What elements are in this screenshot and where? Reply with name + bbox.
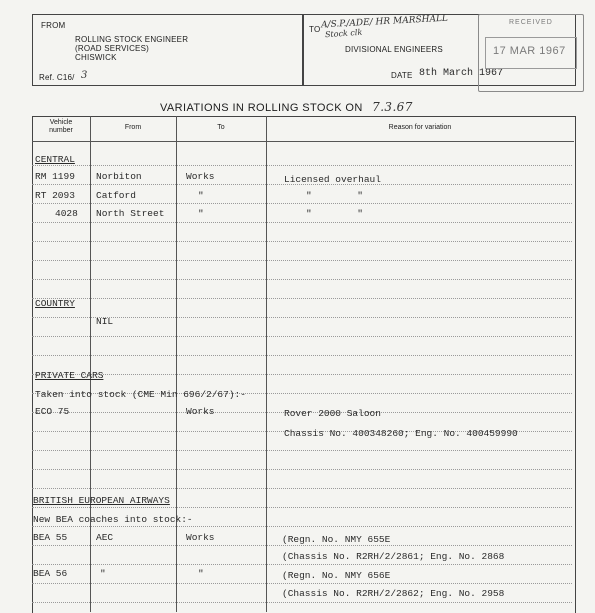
col-header-vehicle: Vehicle number [49, 119, 73, 134]
ruled-line [32, 165, 572, 166]
col-divider-1 [90, 116, 91, 612]
from-address [75, 35, 188, 62]
from-line-1: ROLLING STOCK ENGINEER [75, 35, 189, 44]
to-handwritten: A/S.P./ADE/ HR MARSHALL [320, 13, 449, 31]
date-label: DATE [391, 71, 413, 80]
ruled-line [32, 583, 572, 584]
ruled-line [32, 545, 572, 546]
ruled-line [32, 298, 572, 299]
row-4-reason: Rover 2000 Saloon [284, 408, 381, 419]
to-value: DIVISIONAL ENGINEERS [345, 45, 443, 54]
col-header-to: To [217, 124, 225, 131]
col-header-reason: Reason for variation [388, 124, 452, 131]
section-private-cars: PRIVATE CARS [35, 370, 104, 381]
row-7-reason: (Chassis No. R2RH/2/2861; Eng. No. 2868 [282, 551, 505, 562]
title-text: VARIATIONS IN ROLLING STOCK ON [160, 102, 363, 114]
ruled-line [32, 507, 572, 508]
ruled-line [32, 241, 572, 242]
ruled-line [32, 374, 572, 375]
ruled-line [32, 450, 572, 451]
ref-value: 3 [81, 70, 88, 81]
ruled-line [32, 469, 572, 470]
to-label: TO [309, 25, 321, 34]
row-4-to: Works [186, 406, 215, 417]
from-label: FROM [41, 21, 66, 30]
from-line-3: CHISWICK [75, 53, 117, 62]
ruled-line [32, 260, 572, 261]
section-central: CENTRAL [35, 154, 75, 165]
page-title [160, 100, 413, 114]
col-divider-3 [266, 116, 267, 612]
to-handwritten-2: Stock clk [324, 27, 363, 40]
header-rule [32, 141, 574, 142]
row-3-reason: " " [306, 208, 364, 219]
received-stamp [478, 14, 584, 92]
ruled-line [32, 222, 572, 223]
stamp-line-1: RECEIVED [509, 19, 553, 26]
row-1-vehicle: RM 1199 [35, 171, 75, 182]
row-8-from: " [100, 568, 106, 579]
col-divider-2 [176, 116, 177, 612]
bea-note: New BEA coaches into stock:- [33, 514, 193, 525]
stamp-line-2: 17 MAR 1967 [493, 45, 566, 57]
row-8-vehicle: BEA 56 [33, 568, 68, 579]
section-bea: BRITISH EUROPEAN AIRWAYS [33, 495, 170, 506]
from-box [32, 14, 304, 86]
col-header-from: From [124, 124, 142, 131]
ruled-line [32, 488, 572, 489]
row-1-from: Norbiton [96, 171, 142, 182]
from-line-2: (ROAD SERVICES) [75, 44, 149, 53]
row-6-vehicle: BEA 55 [33, 532, 68, 543]
row-3-from: North Street [96, 208, 165, 219]
date-value: 8th March 1967 [419, 68, 504, 79]
row-6-reason: (Regn. No. NMY 655E [282, 534, 391, 545]
ruled-line [32, 526, 572, 527]
ref-label: Ref. C16/ [39, 73, 75, 82]
ruled-line [32, 336, 572, 337]
ruled-line [32, 602, 572, 603]
row-2-reason: " " [306, 190, 364, 201]
row-6-from: AEC [96, 532, 114, 543]
ruled-line [32, 203, 572, 204]
row-3-to: " [198, 208, 204, 219]
row-2-vehicle: RT 2093 [35, 190, 75, 201]
row-1-reason: Licensed overhaul [284, 174, 381, 185]
title-date: 7.3.67 [372, 100, 413, 114]
ruled-line [32, 355, 572, 356]
row-5-reason: Chassis No. 400348260; Eng. No. 400459990 [284, 428, 518, 439]
row-3-vehicle: 4028 [55, 208, 78, 219]
ruled-line [32, 279, 572, 280]
row-8-to: " [198, 568, 204, 579]
row-4-vehicle: ECO 75 [35, 406, 70, 417]
row-9-reason: (Chassis No. R2RH/2/2862; Eng. No. 2958 [282, 588, 505, 599]
row-2-from: Catford [96, 190, 136, 201]
row-1-to: Works [186, 171, 215, 182]
ruled-line [32, 564, 572, 565]
row-8-reason: (Regn. No. NMY 656E [282, 570, 391, 581]
stamp-inner-rule [485, 37, 577, 69]
row-6-to: Works [186, 532, 215, 543]
section-country: COUNTRY [35, 298, 75, 309]
country-nil: NIL [96, 316, 114, 327]
row-2-to: " [198, 190, 204, 201]
private-cars-note: Taken into stock (CME Min 696/2/67):- [35, 389, 246, 400]
